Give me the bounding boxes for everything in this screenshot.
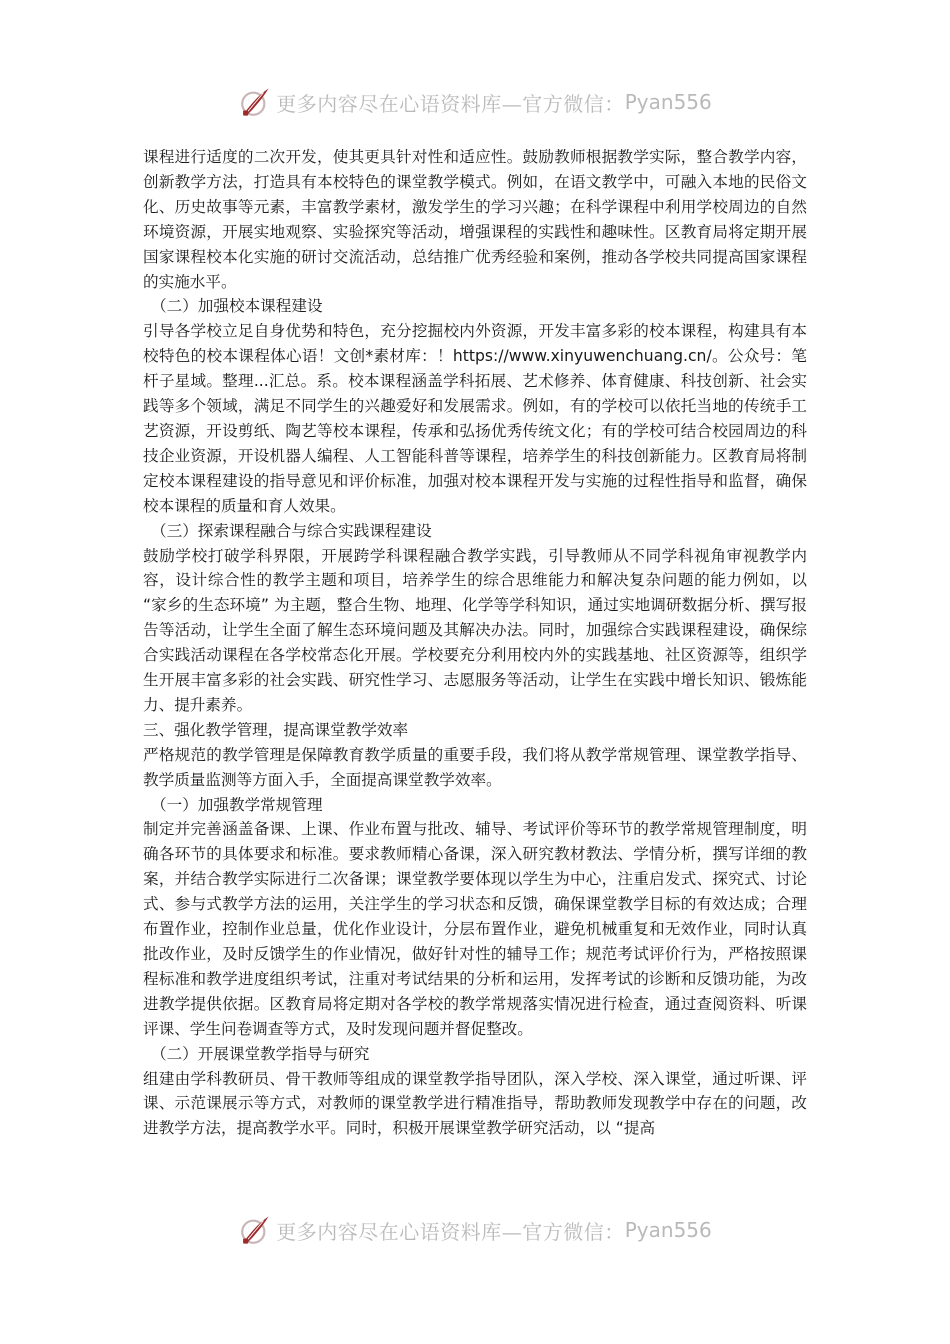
banner-wechat-id: Pyan556	[624, 90, 712, 114]
subheading: （二）开展课堂教学指导与研究	[151, 1044, 370, 1063]
subheading: （一）加强教学常规管理	[151, 795, 323, 814]
document-body	[143, 145, 807, 1141]
banner-wechat-id: Pyan556	[624, 1218, 712, 1242]
paragraph: 鼓励学校打破学科界限，开展跨学科课程融合教学实践，引导教师从不同学科视角审视教学内容，设计综合性的教学主题和项目，培养学生的综合思维能力和解决复杂问题的能力例如，以 “家乡的生态环境” 为主题，整合生物、地理、化学等学科知识，通过实地调研数据分析、撰写报告等活动，让学生全面了解生态环境问题及其解决办法。同时，加强综合实践课程建设，确保综合实践活动课程在各学校常态化开展。学校要充分利用校内外的实践基地、社区资源等，组织学生开展丰富多彩的社会实践、研究性学习、志愿服务等活动，让学生在实践中增长知识、锻炼能力、提升素养。	[143, 546, 807, 714]
paragraph: 制定并完善涵盖备课、上课、作业布置与批改、辅导、考试评价等环节的教学常规管理制度，明确各环节的具体要求和标准。要求教师精心备课，深入研究教材教法、学情分析，撰写详细的教案，并结合教学实际进行二次备课；课堂教学要体现以学生为中心，注重启发式、探究式、讨论式、参与式教学方法的运用，关注学生的学习状态和反馈，确保课堂教学目标的有效达成；合理布置作业，控制作业总量，优化作业设计，分层布置作业，避免机械重复和无效作业，同时认真批改作业，及时反馈学生的作业情况，做好针对性的辅导工作；规范考试评价行为，严格按照课程标准和教学进度组织考试，注重对考试结果的分析和运用，发挥考试的诊断和反馈功能，为改进教学提供依据。区教育局将定期对各学校的教学常规落实情况进行检查，通过查阅资料、听课评课、学生问卷调查等方式，及时发现问题并督促整改。	[143, 820, 807, 1038]
subheading: （三）探索课程融合与综合实践课程建设	[151, 521, 432, 540]
paragraph: 组建由学科教研员、骨干教师等组成的课堂教学指导团队，深入学校、深入课堂，通过听课、评课、示范课展示等方式，对教师的课堂教学进行精准指导，帮助教师发现教学中存在的问题，改进教学方法，提高教学水平。同时，积极开展课堂教学研究活动，以 “提高	[143, 1069, 807, 1138]
footer-banner	[0, 1208, 950, 1252]
paragraph: 引导各学校立足自身优势和特色，充分挖掘校内外资源，开发丰富多彩的校本课程，构建具有本校特色的校本课程体心语！文创*素材库：！https://www.xinyuwenchuang.cn/。公众号：笔杆子星域。整理...汇总。系。校本课程涵盖学科拓展、艺术修养、体育健康、科技创新、社会实践等多个领域，满足不同学生的兴趣爱好和发展需求。例如，有的学校可以依托当地的传统手工艺资源，开设剪纸、陶艺等校本课程，传承和弘扬优秀传统文化；有的学校可结合校园周边的科技企业资源，开设机器人编程、人工智能科普等课程，培养学生的科技创新能力。区教育局将制定校本课程建设的指导意见和评价标准，加强对校本课程开发与实施的过程性指导和监督，确保校本课程的质量和育人效果。	[143, 322, 807, 515]
subheading: （二）加强校本课程建设	[151, 297, 323, 316]
quill-logo-icon	[238, 1213, 272, 1247]
paragraph: 课程进行适度的二次开发，使其更具针对性和适应性。鼓励教师根据教学实际，整合教学内容，创新教学方法，打造具有本校特色的课堂教学模式。例如，在语文教学中，可融入本地的民俗文化、历史故事等元素，丰富教学素材，激发学生的学习兴趣；在科学课程中利用学校周边的自然环境资源，开展实地观察、实验探究等活动，增强课程的实践性和趣味性。区教育局将定期开展国家课程校本化实施的研讨交流活动，总结推广优秀经验和案例，推动各学校共同提高国家课程的实施水平。	[143, 148, 807, 291]
header-banner	[0, 80, 950, 124]
banner-title: 更多内容尽在心语资料库—官方微信：	[276, 91, 625, 116]
paragraph: 严格规范的教学管理是保障教育教学质量的重要手段，我们将从教学常规管理、课堂教学指导、教学质量监测等方面入手，全面提高课堂教学效率。	[143, 745, 807, 789]
quill-logo-icon	[238, 85, 272, 119]
section-heading: 三、强化教学管理，提高课堂教学效率	[143, 720, 409, 739]
banner-title: 更多内容尽在心语资料库—官方微信：	[276, 1219, 625, 1244]
